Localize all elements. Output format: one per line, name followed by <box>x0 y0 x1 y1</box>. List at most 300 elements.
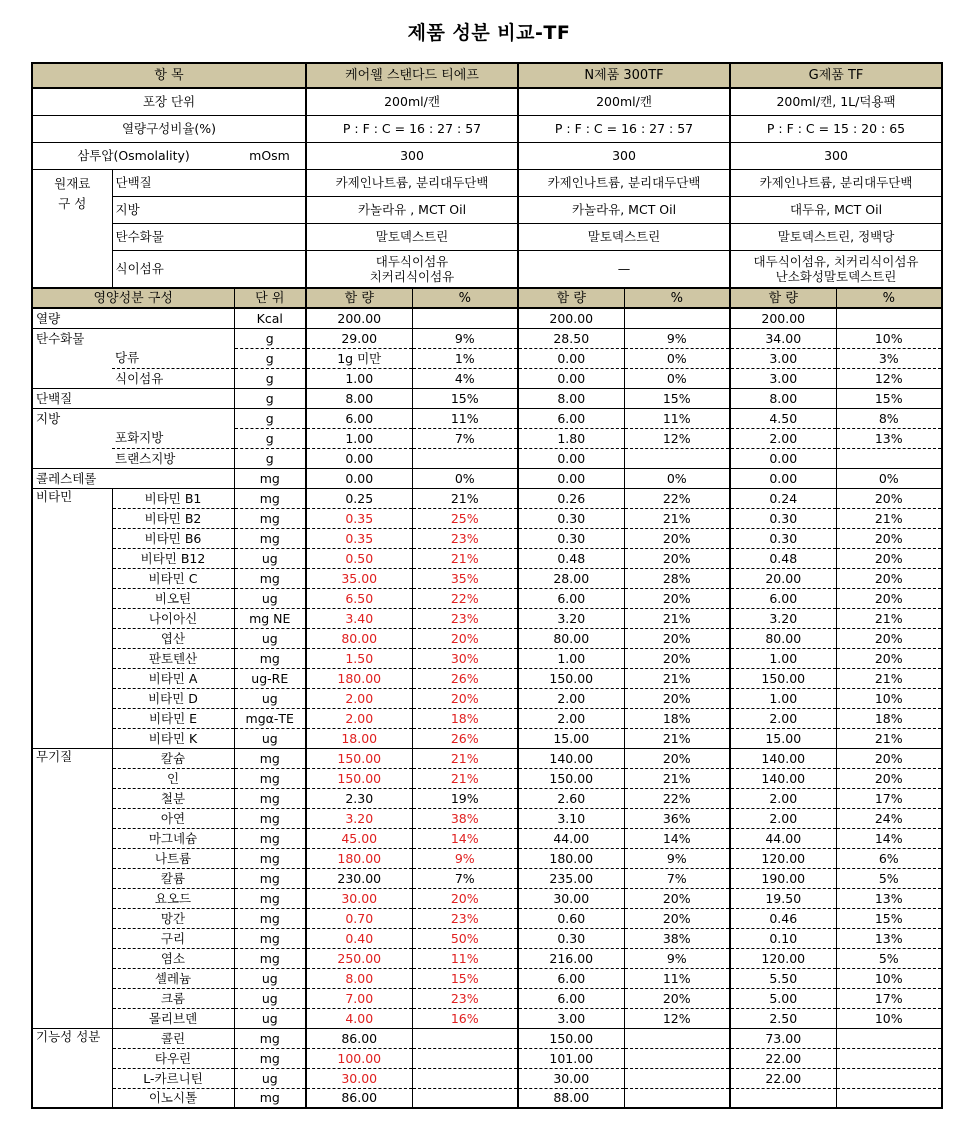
info-value: 300 <box>518 142 730 169</box>
nutrient-percent <box>624 448 730 468</box>
nutrient-amount: 8.00 <box>518 388 624 408</box>
nutrient-amount: 88.00 <box>518 1088 624 1108</box>
nutrient-amount: 28.00 <box>518 568 624 588</box>
nutrient-percent: 10% <box>836 328 942 348</box>
nutrient-percent: 21% <box>836 668 942 688</box>
nutrient-unit: mg <box>234 528 306 548</box>
nutrient-sub-name: 비타민 E <box>112 708 234 728</box>
nutrient-sub-name: 판토텐산 <box>112 648 234 668</box>
nutrient-percent: 23% <box>412 528 518 548</box>
nutrient-amount: 180.00 <box>306 668 412 688</box>
nutrient-amount: 150.00 <box>306 768 412 788</box>
nutrient-amount: 0.00 <box>730 468 836 488</box>
nutrient-percent: 11% <box>412 408 518 428</box>
nutrient-amount: 1.00 <box>730 648 836 668</box>
nutrient-percent: 17% <box>836 988 942 1008</box>
nutrient-amount: 190.00 <box>730 868 836 888</box>
nutrient-row <box>32 668 942 688</box>
ingredient-group-line: 원재료 <box>54 175 91 191</box>
nutrient-amount: 30.00 <box>518 1068 624 1088</box>
nutrient-unit: mg <box>234 828 306 848</box>
nutrient-unit: mgα-TE <box>234 708 306 728</box>
nutrient-amount: 150.00 <box>518 768 624 788</box>
nutrient-amount: 0.70 <box>306 908 412 928</box>
nutrient-amount: 2.00 <box>730 428 836 448</box>
ingredient-value: 카놀라유 , MCT Oil <box>306 196 518 223</box>
nutrient-amount: 73.00 <box>730 1028 836 1048</box>
nutrient-sub-name: 칼슘 <box>112 748 234 768</box>
nutrient-amount: 3.00 <box>518 1008 624 1028</box>
nutrient-amount: 0.30 <box>518 928 624 948</box>
info-value: 200ml/캔 <box>518 88 730 115</box>
header-item: 항 목 <box>32 63 306 88</box>
nutrient-row <box>32 488 942 508</box>
nutrient-percent: 20% <box>836 588 942 608</box>
nutrient-percent: 21% <box>624 508 730 528</box>
nutrient-sub-name: 아연 <box>112 808 234 828</box>
nutrient-percent: 26% <box>412 668 518 688</box>
nutrient-percent: 7% <box>412 868 518 888</box>
nutrient-amount: 0.00 <box>518 348 624 368</box>
nutrient-percent: 24% <box>836 808 942 828</box>
nutrient-amount: 0.46 <box>730 908 836 928</box>
nutrient-amount: 2.00 <box>306 708 412 728</box>
nutrient-row <box>32 628 942 648</box>
nutrient-percent: 20% <box>836 628 942 648</box>
nutrient-percent: 3% <box>836 348 942 368</box>
nutrient-sub-name: 몰리브덴 <box>112 1008 234 1028</box>
nutrient-percent: 13% <box>836 928 942 948</box>
nutrient-sub-name: 비타민 C <box>112 568 234 588</box>
nutrient-percent: 17% <box>836 788 942 808</box>
nutrient-row <box>32 808 942 828</box>
nutrient-percent: 15% <box>624 388 730 408</box>
nutrient-percent: 20% <box>624 688 730 708</box>
nutrient-percent: 18% <box>412 708 518 728</box>
nutrient-row <box>32 648 942 668</box>
ingredient-row <box>32 223 942 250</box>
nutrient-percent <box>412 1088 518 1108</box>
nutrition-header-component: 영양성분 구성 <box>32 288 234 308</box>
nutrient-amount: 6.00 <box>518 968 624 988</box>
nutrient-percent: 20% <box>836 488 942 508</box>
nutrient-percent: 0% <box>624 368 730 388</box>
nutrient-amount: 0.26 <box>518 488 624 508</box>
nutrient-percent: 12% <box>624 428 730 448</box>
nutrient-amount: 200.00 <box>730 308 836 328</box>
nutrition-header-percent: % <box>624 288 730 308</box>
header-product: 케어웰 스탠다드 티에프 <box>306 63 518 88</box>
nutrient-amount: 30.00 <box>518 888 624 908</box>
nutrient-percent: 28% <box>624 568 730 588</box>
nutrient-amount: 1.00 <box>730 688 836 708</box>
nutrient-percent: 0% <box>624 348 730 368</box>
nutrient-unit: mg <box>234 868 306 888</box>
nutrient-amount: 86.00 <box>306 1088 412 1108</box>
nutrient-amount: 3.20 <box>518 608 624 628</box>
nutrient-amount: 0.00 <box>730 448 836 468</box>
nutrient-unit: g <box>234 368 306 388</box>
nutrient-amount: 6.00 <box>518 408 624 428</box>
nutrient-group-name: 비타민 <box>32 488 112 748</box>
nutrient-amount: 100.00 <box>306 1048 412 1068</box>
nutrient-unit: ug <box>234 688 306 708</box>
nutrient-row <box>32 368 942 388</box>
info-value: 200ml/캔, 1L/덕용팩 <box>730 88 942 115</box>
nutrient-percent: 20% <box>412 688 518 708</box>
nutrient-row <box>32 448 942 468</box>
nutrient-percent: 0% <box>836 468 942 488</box>
nutrient-amount: 0.00 <box>306 468 412 488</box>
nutrient-sub-name: 크롬 <box>112 988 234 1008</box>
nutrient-amount: 0.35 <box>306 508 412 528</box>
nutrient-percent: 20% <box>624 988 730 1008</box>
nutrient-percent: 10% <box>836 968 942 988</box>
nutrient-sub-name: 식이섬유 <box>112 368 234 388</box>
nutrient-amount: 0.48 <box>730 548 836 568</box>
nutrient-percent: 20% <box>836 548 942 568</box>
info-row <box>32 88 942 115</box>
nutrient-percent: 36% <box>624 808 730 828</box>
nutrient-amount: 120.00 <box>730 948 836 968</box>
nutrient-amount: 6.00 <box>730 588 836 608</box>
nutrient-percent: 16% <box>412 1008 518 1028</box>
nutrient-amount: 80.00 <box>518 628 624 648</box>
nutrient-group-spacer <box>32 368 112 388</box>
nutrient-amount: 150.00 <box>518 1028 624 1048</box>
nutrient-unit: g <box>234 448 306 468</box>
nutrient-row <box>32 788 942 808</box>
nutrient-amount: 3.10 <box>518 808 624 828</box>
nutrient-unit: ug <box>234 1008 306 1028</box>
nutrient-percent: 14% <box>836 828 942 848</box>
info-value: 200ml/캔 <box>306 88 518 115</box>
nutrient-percent: 5% <box>836 868 942 888</box>
ingredient-label: 지방 <box>112 196 306 223</box>
nutrient-amount: 18.00 <box>306 728 412 748</box>
nutrient-unit: mg <box>234 568 306 588</box>
ingredient-row <box>32 250 942 288</box>
nutrition-header-row <box>32 288 942 308</box>
nutrient-amount: 2.00 <box>730 808 836 828</box>
nutrient-row <box>32 1008 942 1028</box>
nutrient-percent: 11% <box>624 408 730 428</box>
ingredient-label: 탄수화물 <box>112 223 306 250</box>
nutrient-group-spacer <box>32 428 112 448</box>
nutrient-sub-name: 나트륨 <box>112 848 234 868</box>
info-label: 포장 단위 <box>32 88 306 115</box>
nutrient-percent <box>836 1068 942 1088</box>
ingredient-value-line: 난소화성말토덱스트린 <box>775 268 897 284</box>
nutrient-percent: 21% <box>624 668 730 688</box>
nutrient-row <box>32 948 942 968</box>
nutrient-percent: 21% <box>412 548 518 568</box>
nutrient-percent <box>624 308 730 328</box>
nutrient-percent <box>412 448 518 468</box>
nutrient-amount: 3.00 <box>730 348 836 368</box>
nutrient-amount: 86.00 <box>306 1028 412 1048</box>
nutrient-amount: 34.00 <box>730 328 836 348</box>
nutrient-amount: 140.00 <box>730 768 836 788</box>
nutrient-percent: 5% <box>836 948 942 968</box>
nutrient-amount: 15.00 <box>730 728 836 748</box>
nutrient-row <box>32 908 942 928</box>
nutrition-header-unit: 단 위 <box>234 288 306 308</box>
nutrient-amount: 150.00 <box>518 668 624 688</box>
nutrient-percent: 0% <box>624 468 730 488</box>
nutrient-unit: g <box>234 388 306 408</box>
nutrient-amount: 180.00 <box>518 848 624 868</box>
nutrient-group-spacer <box>32 448 112 468</box>
nutrient-sub-name: 마그네슘 <box>112 828 234 848</box>
ingredient-value: 대두유, MCT Oil <box>730 196 942 223</box>
nutrient-amount: 3.20 <box>306 808 412 828</box>
nutrient-percent <box>836 1028 942 1048</box>
nutrient-amount <box>730 1088 836 1108</box>
nutrient-percent <box>412 1068 518 1088</box>
nutrient-percent: 18% <box>836 708 942 728</box>
nutrient-amount: 80.00 <box>730 628 836 648</box>
nutrient-percent: 9% <box>624 848 730 868</box>
nutrient-unit: mg <box>234 888 306 908</box>
ingredient-group-line: 구 성 <box>58 195 87 211</box>
nutrient-row <box>32 1068 942 1088</box>
nutrient-percent: 6% <box>836 848 942 868</box>
nutrient-amount: 140.00 <box>518 748 624 768</box>
nutrient-amount: 2.60 <box>518 788 624 808</box>
nutrient-amount: 2.00 <box>518 688 624 708</box>
nutrient-row <box>32 928 942 948</box>
nutrient-unit: g <box>234 328 306 348</box>
nutrient-sub-name: 비타민 K <box>112 728 234 748</box>
nutrient-amount: 45.00 <box>306 828 412 848</box>
nutrient-group-name: 콜레스테롤 <box>32 468 234 488</box>
ingredient-value-line: 대두식이섬유 <box>375 253 449 269</box>
nutrient-unit: mg <box>234 788 306 808</box>
nutrient-row <box>32 528 942 548</box>
nutrient-amount: 0.00 <box>306 448 412 468</box>
nutrient-percent <box>836 1088 942 1108</box>
nutrient-row <box>32 868 942 888</box>
nutrient-amount: 2.00 <box>730 788 836 808</box>
nutrient-amount: 15.00 <box>518 728 624 748</box>
nutrient-group-name: 탄수화물 <box>32 328 234 348</box>
nutrient-sub-name: 포화지방 <box>112 428 234 448</box>
nutrient-amount: 3.00 <box>730 368 836 388</box>
nutrient-percent <box>624 1088 730 1108</box>
nutrient-amount: 1.00 <box>306 368 412 388</box>
nutrient-amount: 101.00 <box>518 1048 624 1068</box>
comparison-table <box>31 62 943 1109</box>
nutrient-percent: 20% <box>624 748 730 768</box>
nutrient-row <box>32 348 942 368</box>
ingredient-value-line: — <box>617 261 631 277</box>
nutrient-sub-name: 염소 <box>112 948 234 968</box>
nutrient-percent: 18% <box>624 708 730 728</box>
info-value: 300 <box>730 142 942 169</box>
nutrient-percent <box>624 1068 730 1088</box>
info-value: P : F : C = 15 : 20 : 65 <box>730 115 942 142</box>
nutrient-unit: ug-RE <box>234 668 306 688</box>
nutrient-amount: 0.30 <box>730 508 836 528</box>
nutrition-header-percent: % <box>836 288 942 308</box>
nutrient-amount: 2.00 <box>518 708 624 728</box>
nutrient-row <box>32 848 942 868</box>
nutrient-group-name: 열량 <box>32 308 234 328</box>
nutrient-sub-name: 인 <box>112 768 234 788</box>
nutrient-percent: 14% <box>624 828 730 848</box>
nutrient-sub-name: 비타민 D <box>112 688 234 708</box>
nutrient-unit: mg <box>234 1088 306 1108</box>
nutrient-unit: mg <box>234 508 306 528</box>
nutrient-amount: 6.00 <box>518 588 624 608</box>
nutrient-amount: 8.00 <box>730 388 836 408</box>
nutrient-amount: 44.00 <box>518 828 624 848</box>
nutrient-percent: 21% <box>836 728 942 748</box>
nutrient-percent: 10% <box>836 1008 942 1028</box>
info-value: P : F : C = 16 : 27 : 57 <box>306 115 518 142</box>
nutrient-percent: 20% <box>624 888 730 908</box>
nutrient-percent: 9% <box>412 328 518 348</box>
nutrient-unit: ug <box>234 1068 306 1088</box>
nutrient-row <box>32 428 942 448</box>
nutrient-percent <box>412 1048 518 1068</box>
nutrient-percent: 1% <box>412 348 518 368</box>
nutrient-percent: 35% <box>412 568 518 588</box>
nutrient-amount: 22.00 <box>730 1048 836 1068</box>
nutrient-row <box>32 1028 942 1048</box>
nutrient-amount: 6.00 <box>518 988 624 1008</box>
nutrient-amount: 1.00 <box>518 648 624 668</box>
nutrient-amount: 8.00 <box>306 388 412 408</box>
nutrient-amount: 30.00 <box>306 1068 412 1088</box>
ingredient-value <box>518 250 730 288</box>
nutrient-percent: 12% <box>836 368 942 388</box>
nutrient-amount: 1.00 <box>306 428 412 448</box>
nutrient-percent <box>412 308 518 328</box>
nutrient-percent: 10% <box>836 688 942 708</box>
nutrient-group-spacer <box>32 348 112 368</box>
ingredient-value: 카제인나트륨, 분리대두단백 <box>730 169 942 196</box>
nutrient-unit: mg <box>234 908 306 928</box>
nutrient-unit: mg <box>234 768 306 788</box>
nutrient-amount: 0.00 <box>518 368 624 388</box>
nutrient-unit: mg <box>234 1048 306 1068</box>
nutrient-amount: 19.50 <box>730 888 836 908</box>
nutrient-sub-name: 타우린 <box>112 1048 234 1068</box>
nutrient-sub-name: 구리 <box>112 928 234 948</box>
nutrient-percent: 25% <box>412 508 518 528</box>
nutrient-percent: 4% <box>412 368 518 388</box>
nutrient-amount: 0.30 <box>518 508 624 528</box>
ingredient-value-line: 대두식이섬유, 치커리식이섬유 <box>753 253 919 269</box>
nutrient-percent: 15% <box>836 908 942 928</box>
nutrient-unit: mg <box>234 848 306 868</box>
nutrient-sub-name: 셀레늄 <box>112 968 234 988</box>
nutrient-percent: 20% <box>836 768 942 788</box>
nutrient-percent: 30% <box>412 648 518 668</box>
ingredient-label: 식이섬유 <box>112 250 306 288</box>
info-row <box>32 142 942 169</box>
nutrient-percent: 21% <box>412 748 518 768</box>
nutrient-amount: 80.00 <box>306 628 412 648</box>
nutrient-amount: 120.00 <box>730 848 836 868</box>
nutrient-row <box>32 468 942 488</box>
nutrient-row <box>32 588 942 608</box>
ingredient-value <box>730 250 942 288</box>
nutrient-row <box>32 768 942 788</box>
nutrient-sub-name: 이노시톨 <box>112 1088 234 1108</box>
nutrient-percent <box>412 1028 518 1048</box>
ingredient-group-label <box>32 169 112 288</box>
nutrient-amount: 150.00 <box>306 748 412 768</box>
ingredient-value-line: 치커리식이섬유 <box>369 268 455 284</box>
nutrient-amount: 5.00 <box>730 988 836 1008</box>
nutrient-sub-name: L-카르니틴 <box>112 1068 234 1088</box>
nutrient-unit: mg NE <box>234 608 306 628</box>
nutrient-percent: 26% <box>412 728 518 748</box>
nutrient-row <box>32 748 942 768</box>
nutrient-percent: 15% <box>412 968 518 988</box>
nutrient-unit: ug <box>234 548 306 568</box>
nutrient-amount: 0.50 <box>306 548 412 568</box>
nutrient-unit: mg <box>234 948 306 968</box>
nutrient-percent: 50% <box>412 928 518 948</box>
nutrient-amount: 4.00 <box>306 1008 412 1028</box>
ingredient-value: 카놀라유, MCT Oil <box>518 196 730 223</box>
nutrient-percent: 19% <box>412 788 518 808</box>
nutrient-amount: 1.50 <box>306 648 412 668</box>
nutrient-percent: 11% <box>624 968 730 988</box>
ingredient-row <box>32 169 942 196</box>
nutrient-sub-name: 비타민 B2 <box>112 508 234 528</box>
nutrient-unit: ug <box>234 968 306 988</box>
nutrient-percent: 20% <box>836 568 942 588</box>
nutrient-amount: 22.00 <box>730 1068 836 1088</box>
nutrient-row <box>32 828 942 848</box>
nutrient-amount: 2.50 <box>730 1008 836 1028</box>
nutrient-row <box>32 968 942 988</box>
nutrient-sub-name: 비오틴 <box>112 588 234 608</box>
nutrient-unit: ug <box>234 588 306 608</box>
nutrition-header-percent: % <box>412 288 518 308</box>
nutrient-percent: 15% <box>836 388 942 408</box>
ingredient-row <box>32 196 942 223</box>
nutrient-percent: 0% <box>412 468 518 488</box>
nutrient-percent: 12% <box>624 1008 730 1028</box>
nutrient-amount: 44.00 <box>730 828 836 848</box>
nutrient-percent: 11% <box>412 948 518 968</box>
nutrient-unit: g <box>234 428 306 448</box>
info-label: 열량구성비율(%) <box>32 115 306 142</box>
nutrient-percent <box>624 1048 730 1068</box>
nutrient-unit: mg <box>234 808 306 828</box>
nutrient-sub-name: 비타민 B6 <box>112 528 234 548</box>
nutrient-row <box>32 708 942 728</box>
nutrient-row <box>32 728 942 748</box>
nutrient-percent: 20% <box>624 628 730 648</box>
nutrient-percent: 20% <box>412 628 518 648</box>
nutrient-amount: 150.00 <box>730 668 836 688</box>
nutrient-amount: 20.00 <box>730 568 836 588</box>
nutrient-row <box>32 388 942 408</box>
nutrient-unit: ug <box>234 728 306 748</box>
nutrient-percent: 22% <box>412 588 518 608</box>
nutrient-sub-name: 요오드 <box>112 888 234 908</box>
nutrient-unit: mg <box>234 1028 306 1048</box>
nutrient-sub-name: 콜린 <box>112 1028 234 1048</box>
nutrient-percent: 21% <box>624 728 730 748</box>
